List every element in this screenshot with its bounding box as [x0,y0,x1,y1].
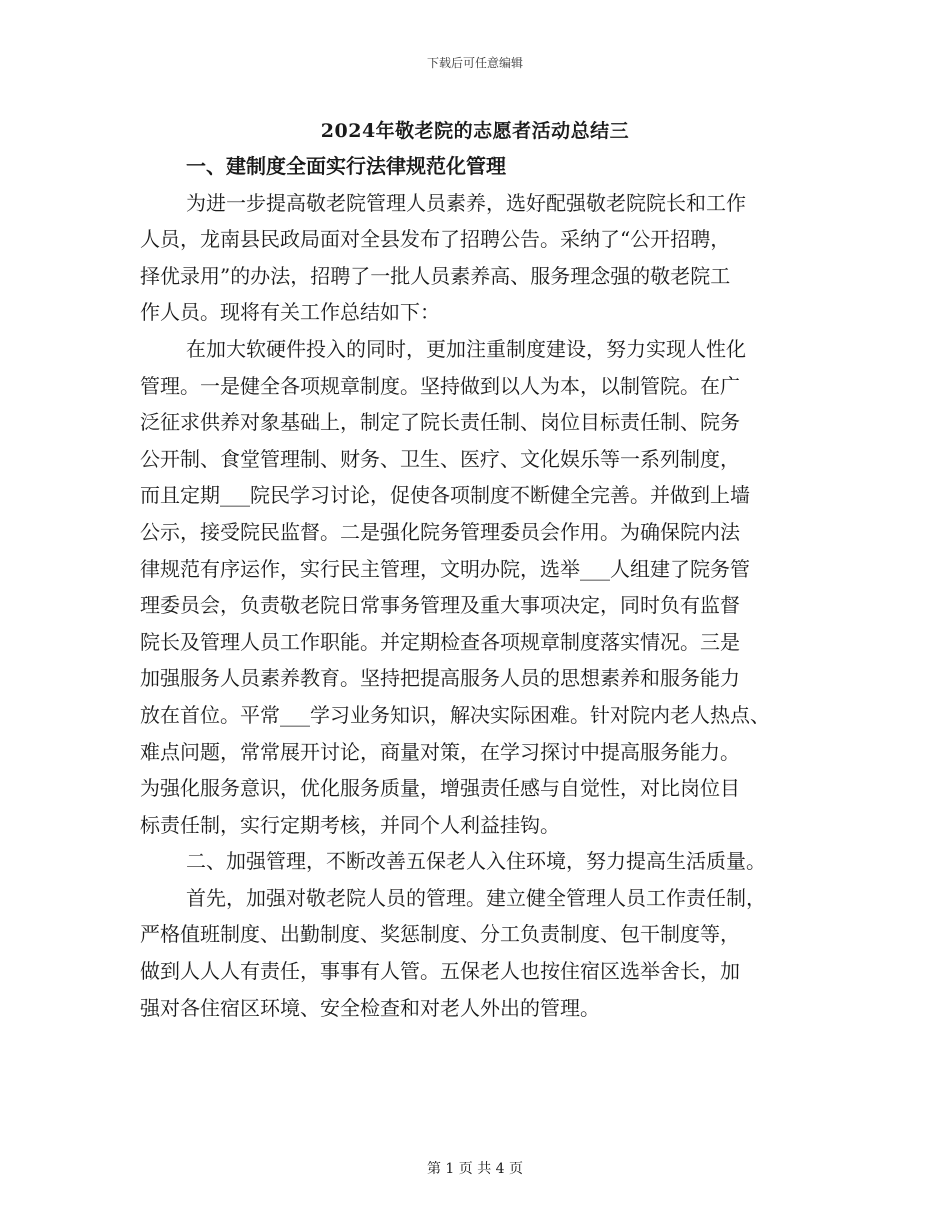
paragraph-line: 做到人人人有责任，事事有人管。五保老人也按住宿区选举舍长，加 [140,959,740,984]
paragraph-line: 人员，龙南县民政局面对全县发布了招聘公告。采纳了“公开招聘， [140,227,731,252]
paragraph-line: 首先，加强对敬老院人员的管理。建立健全管理人员工作责任制， [186,885,766,910]
paragraph-line: 管理。一是健全各项规章制度。坚持做到以人为本，以制管院。在广 [140,373,740,398]
paragraph-line: 而且定期___院民学习讨论，促使各项制度不断健全完善。并做到上墙 [140,483,750,508]
paragraph-line: 为强化服务意识，优化服务质量，增强责任感与自觉性，对比岗位目 [140,776,740,801]
paragraph-line: 放在首位。平常___学习业务知识，解决实际困难。针对院内老人热点、 [140,702,770,727]
paragraph-line: 严格值班制度、出勤制度、奖惩制度、分工负责制度、包干制度等， [140,922,740,947]
paragraph-line: 强对各住宿区环境、安全检查和对老人外出的管理。 [140,995,600,1020]
paragraph-line: 为进一步提高敬老院管理人员素养，选好配强敬老院院长和工作 [186,190,746,215]
paragraph-line: 泛征求供养对象基础上，制定了院长责任制、岗位目标责任制、院务 [140,410,740,435]
paragraph-line: 院长及管理人员工作职能。并定期检查各项规章制度落实情况。三是 [140,629,740,654]
document-title: 2024年敬老院的志愿者活动总结三 [320,120,630,142]
page-number: 第 1 页 共 4 页 [426,1161,524,1177]
paragraph-line: 律规范有序运作，实行民主管理，文明办院，选举___人组建了院务管 [140,556,750,581]
paragraph-line: 公开制、食堂管理制、财务、卫生、医疗、文化娱乐等一系列制度， [140,446,740,471]
header-note: 下载后可任意编辑 [426,56,523,70]
paragraph-line: 理委员会，负责敬老院日常事务管理及重大事项决定，同时负有监督 [140,593,740,618]
paragraph-line: 作人员。现将有关工作总结如下： [140,300,440,325]
paragraph-line: 在加大软硬件投入的同时，更加注重制度建设，努力实现人性化 [186,336,746,361]
document-body [140,148,820,1026]
paragraph-line: 加强服务人员素养教育。坚持把提高服务人员的思想素养和服务能力 [140,666,740,691]
paragraph-line: 标责任制，实行定期考核，并同个人利益挂钩。 [140,812,560,837]
paragraph-line: 二、加强管理，不断改善五保老人入住环境，努力提高生活质量。 [186,849,766,874]
paragraph-line: 难点问题，常常展开讨论，商量对策，在学习探讨中提高服务能力。 [140,739,740,764]
paragraph-line: 择优录用”的办法，招聘了一批人员素养高、服务理念强的敬老院工 [140,263,731,288]
section-heading: 一、建制度全面实行法律规范化管理 [186,154,506,178]
paragraph-line: 公示，接受院民监督。二是强化院务管理委员会作用。为确保院内法 [140,519,740,544]
